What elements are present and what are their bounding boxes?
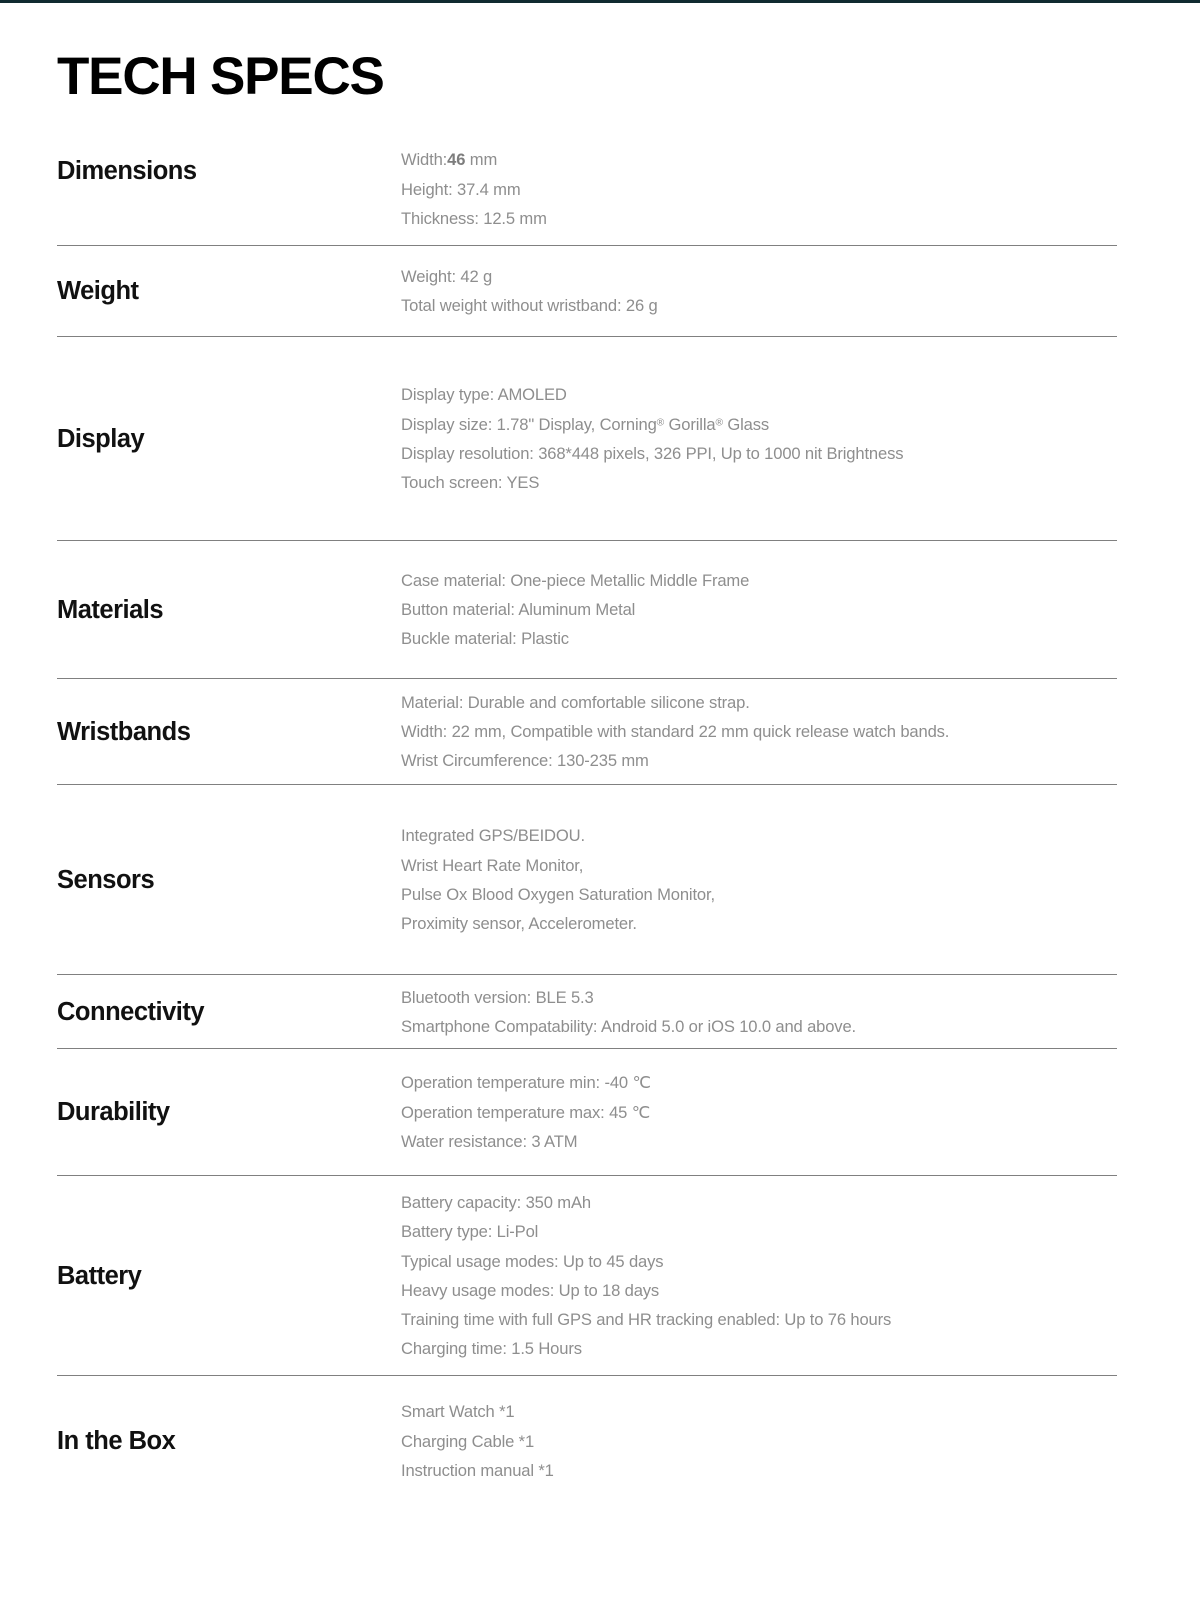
spec-label: Materials — [57, 595, 164, 624]
spec-line: Charging time: 1.5 Hours — [401, 1339, 582, 1359]
spec-line: Battery type: Li-Pol — [401, 1222, 539, 1242]
spec-label: Battery — [57, 1261, 142, 1290]
spec-value-list — [401, 380, 1117, 497]
spec-line: Display size: 1.78" Display, Corning® Gorilla® Glass — [401, 414, 770, 434]
spec-line: Width: 22 mm, Compatible with standard 22 mm quick release watch bands. — [401, 722, 950, 742]
spec-line: Integrated GPS/BEIDOU. — [401, 826, 585, 846]
spec-row-weight — [57, 246, 1117, 337]
spec-label: Sensors — [57, 865, 155, 894]
spec-value-list — [401, 688, 1117, 776]
spec-label: In the Box — [57, 1427, 176, 1455]
spec-line: Bluetooth version: BLE 5.3 — [401, 987, 594, 1007]
tech-specs-page — [0, 3, 1200, 1506]
spec-line: Charging Cable *1 — [401, 1431, 535, 1451]
spec-line: Weight: 42 g — [401, 267, 493, 286]
spec-label: Connectivity — [57, 997, 205, 1026]
spec-value-list — [401, 1188, 1117, 1364]
spec-line: Instruction manual *1 — [401, 1460, 554, 1480]
spec-line: Touch screen: YES — [401, 473, 540, 493]
spec-label: Durability — [57, 1098, 170, 1126]
spec-line: Thickness: 12.5 mm — [401, 208, 547, 228]
spec-label: Display — [57, 424, 145, 453]
spec-line: Operation temperature min: -40 ℃ — [401, 1073, 651, 1093]
spec-line: Total weight without wristband: 26 g — [401, 296, 658, 316]
spec-row-sensors — [57, 785, 1117, 975]
registered-trademark-icon: ® — [656, 416, 665, 428]
spec-line: Case material: One-piece Metallic Middle Frame — [401, 570, 750, 590]
spec-line: Height: 37.4 mm — [401, 179, 521, 199]
spec-line: Heavy usage modes: Up to 18 days — [401, 1280, 660, 1300]
spec-line: Smart Watch *1 — [401, 1402, 515, 1422]
spec-value-list — [401, 566, 1117, 654]
spec-line-prefix: Width: — [401, 150, 448, 170]
spec-line-highlight: 46 — [447, 150, 466, 170]
spec-line: Operation temperature max: 45 ℃ — [401, 1102, 651, 1122]
spec-line — [401, 145, 1117, 174]
spec-line: Material: Durable and comfortable silicone strap. — [401, 692, 750, 712]
spec-row-battery — [57, 1176, 1117, 1376]
spec-table — [57, 137, 1117, 1506]
spec-line: Display resolution: 368*448 pixels, 326 PPI, Up to 1000 nit Brightness — [401, 443, 904, 463]
page-title: TECH SPECS — [57, 47, 384, 106]
spec-line: Typical usage modes: Up to 45 days — [401, 1251, 664, 1271]
registered-trademark-icon: ® — [715, 416, 723, 428]
spec-value-list — [401, 983, 1117, 1042]
spec-line: Water resistance: 3 ATM — [401, 1131, 578, 1151]
spec-line: Wrist Heart Rate Monitor, — [401, 855, 584, 875]
spec-value-list — [401, 145, 1117, 233]
spec-line: Pulse Ox Blood Oxygen Saturation Monitor, — [401, 884, 715, 904]
spec-line: Buckle material: Plastic — [401, 629, 569, 649]
spec-line: Smartphone Compatability: Android 5.0 or iOS 10.0 and above. — [401, 1016, 856, 1036]
spec-label: Dimensions — [57, 157, 197, 186]
spec-line-suffix: mm — [465, 150, 498, 170]
spec-value-list — [401, 262, 1117, 321]
spec-row-durability — [57, 1049, 1117, 1176]
spec-line: Wrist Circumference: 130-235 mm — [401, 751, 649, 771]
spec-line: Button material: Aluminum Metal — [401, 600, 636, 620]
spec-row-dimensions — [57, 137, 1117, 246]
spec-row-wristbands — [57, 679, 1117, 785]
spec-row-connectivity — [57, 975, 1117, 1049]
spec-line: Battery capacity: 350 mAh — [401, 1192, 591, 1212]
spec-value-list — [401, 821, 1117, 938]
spec-line: Proximity sensor, Accelerometer. — [401, 914, 637, 934]
spec-value-list — [401, 1397, 1117, 1485]
spec-label: Wristbands — [57, 717, 191, 746]
spec-line: Display type: AMOLED — [401, 385, 567, 405]
spec-line: Training time with full GPS and HR tracking enabled: Up to 76 hours — [401, 1310, 892, 1330]
spec-row-in-the-box — [57, 1376, 1117, 1506]
spec-label: Weight — [57, 277, 139, 305]
spec-value-list — [401, 1068, 1117, 1156]
spec-row-display — [57, 337, 1117, 541]
spec-row-materials — [57, 541, 1117, 679]
